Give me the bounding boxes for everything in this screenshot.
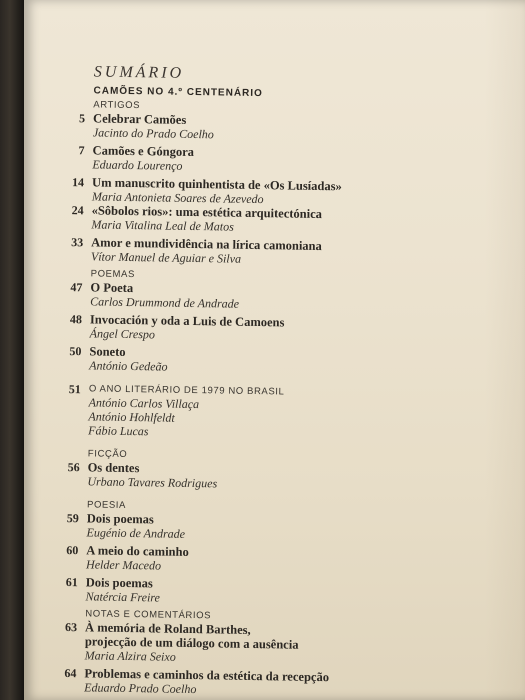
entry-title: Um manuscrito quinhentista de «Os Lusíadas» <box>92 175 342 194</box>
entry-author: Ángel Crespo <box>89 326 156 342</box>
book-page <box>24 0 525 700</box>
page-number: 14 <box>72 175 85 190</box>
entry-title: «Sôbolos rios»: uma estética arquitectónica <box>91 203 323 222</box>
entry-author: António Hohlfeldt <box>88 409 175 425</box>
entry-author: Maria Alzira Seixo <box>84 648 176 664</box>
page-number: 63 <box>65 620 78 635</box>
page-number: 64 <box>64 666 77 681</box>
entry-title: À memória de Roland Barthes, <box>85 620 251 637</box>
entry-author: Fábio Lucas <box>88 423 149 439</box>
entry-author: Eduardo Lourenço <box>92 157 183 173</box>
entry-title: A meio do caminho <box>86 543 189 559</box>
entry-title: Problemas e caminhos da estética da recepção <box>84 666 330 685</box>
contents-title: SUMÁRIO <box>93 63 185 82</box>
page-number: 60 <box>66 543 79 558</box>
entry-author: Vítor Manuel de Aguiar e Silva <box>90 249 242 266</box>
entry-author: Helder Macedo <box>86 557 162 573</box>
entry-title-continued: projecção de um diálogo com a ausência <box>84 634 299 652</box>
entry-title: O Poeta <box>90 280 134 296</box>
entry-author: António Carlos Villaça <box>88 395 200 412</box>
entry-title: Dois poemas <box>86 511 154 527</box>
entry-author: Carlos Drummond de Andrade <box>90 294 240 311</box>
entry-author: Maria Antonieta Soares de Azevedo <box>91 189 264 207</box>
entry-author: António Gedeão <box>89 358 168 374</box>
section-heading-poemas: POEMAS <box>90 268 136 281</box>
toc-entry <box>56 666 486 700</box>
page-number: 50 <box>69 344 82 359</box>
entry-title: Amor e mundividência na lírica camoniana <box>91 235 322 254</box>
entry-title: Celebrar Camões <box>93 111 187 127</box>
page-number: 24 <box>71 203 84 218</box>
page-number: 7 <box>78 143 85 158</box>
page-number: 59 <box>66 511 79 526</box>
page-number: 48 <box>69 312 83 327</box>
page-number: 51 <box>68 382 81 397</box>
entry-title: Os dentes <box>87 460 140 476</box>
entry-author: Urbano Tavares Rodrigues <box>87 474 218 491</box>
entry-author: Eduardo Prado Coelho <box>84 680 197 697</box>
page-number: 5 <box>79 111 86 126</box>
section-heading-ficcao: FICÇÃO <box>87 448 128 461</box>
page-number: 33 <box>71 235 84 250</box>
section-heading-ano-literario: O ANO LITERÁRIO DE 1979 NO BRASIL <box>88 383 285 398</box>
entry-author: Eugénio de Andrade <box>86 525 186 541</box>
toc-entry <box>57 620 488 669</box>
table-of-contents <box>55 62 496 700</box>
entry-author: Jacinto do Prado Coelho <box>92 125 214 142</box>
section-heading-poesia: POESIA <box>86 499 127 511</box>
part-heading: CAMÕES NO 4.º CENTENÁRIO <box>93 85 263 100</box>
entry-title: Dois poemas <box>85 575 153 591</box>
page-number: 47 <box>70 280 83 295</box>
page-number: 56 <box>67 460 80 475</box>
toc-entry-ano-literario <box>60 382 491 444</box>
section-heading-notas: NOTAS E COMENTÁRIOS <box>85 608 212 622</box>
entry-title: Invocación y oda a Luis de Camoens <box>89 312 285 330</box>
entry-title: Soneto <box>89 344 126 359</box>
entry-author: Natércia Freire <box>85 589 161 605</box>
section-heading-artigos: ARTIGOS <box>93 99 141 112</box>
entry-title: Camões e Góngora <box>92 143 195 160</box>
entry-author: Maria Vitalina Leal de Matos <box>91 217 234 234</box>
page-number: 61 <box>65 575 78 590</box>
